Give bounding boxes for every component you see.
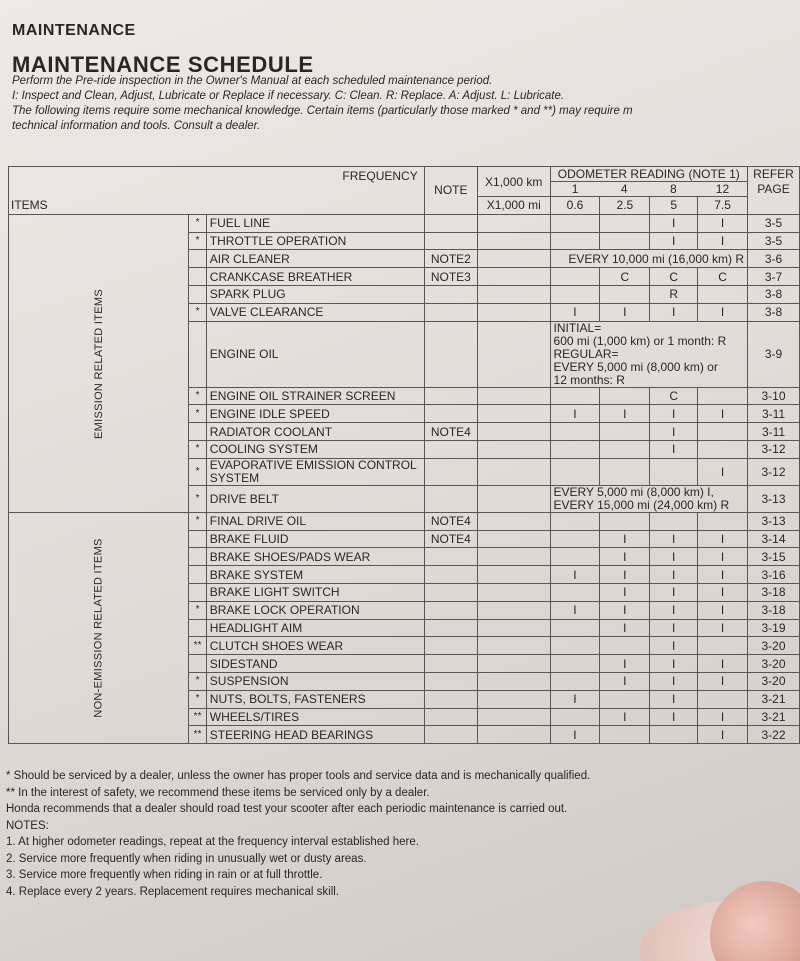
group-label-text: NON-EMISSION RELATED ITEMS <box>92 538 105 719</box>
schedule-cell <box>550 458 600 485</box>
schedule-cell <box>550 637 600 655</box>
item-note <box>424 405 477 423</box>
item-note <box>424 440 477 458</box>
item-name: ENGINE OIL STRAINER SCREEN <box>206 387 424 405</box>
schedule-cell <box>600 214 650 232</box>
interval-text-block <box>550 321 748 387</box>
schedule-cell <box>698 637 748 655</box>
schedule-cell <box>698 690 748 708</box>
schedule-cell: I <box>650 583 698 601</box>
page-header: PAGE <box>757 182 790 196</box>
schedule-cell <box>600 423 650 441</box>
unit-blank-cell <box>477 405 550 423</box>
mi-value: 7.5 <box>698 197 748 215</box>
km-value: 8 <box>669 182 677 196</box>
item-name: COOLING SYSTEM <box>206 440 424 458</box>
unit-blank-cell <box>477 214 550 232</box>
schedule-cell: I <box>698 303 748 321</box>
item-note <box>424 321 477 387</box>
schedule-cell <box>550 423 600 441</box>
page-title: MAINTENANCE SCHEDULE <box>12 52 314 77</box>
note-header: NOTE <box>424 167 477 215</box>
item-note <box>424 690 477 708</box>
service-mark: * <box>189 232 206 250</box>
service-mark <box>189 285 206 303</box>
schedule-cell <box>600 637 650 655</box>
service-mark: ** <box>189 708 206 726</box>
schedule-cell: I <box>650 405 698 423</box>
schedule-cell <box>550 530 600 548</box>
notes-title: NOTES: <box>6 819 49 832</box>
schedule-cell: I <box>650 708 698 726</box>
note-item: 4. Replace every 2 years. Replacement requires mechanical skill. <box>6 885 340 898</box>
footer-notes <box>6 768 796 900</box>
schedule-cell: I <box>698 655 748 673</box>
refer-page: 3-21 <box>748 708 800 726</box>
section-label: MAINTENANCE <box>12 22 136 39</box>
item-name: BRAKE SYSTEM <box>206 566 424 584</box>
schedule-cell: I <box>600 619 650 637</box>
refer-page: 3-9 <box>748 321 800 387</box>
schedule-cell: I <box>698 619 748 637</box>
refer-page: 3-5 <box>748 232 800 250</box>
odometer-header-cell <box>550 167 748 197</box>
schedule-cell <box>550 268 600 286</box>
refer-page: 3-16 <box>748 566 800 584</box>
item-note <box>424 214 477 232</box>
mi-value: 0.6 <box>550 197 600 215</box>
schedule-cell: I <box>698 232 748 250</box>
unit-blank-cell <box>477 601 550 619</box>
unit-blank-cell <box>477 548 550 566</box>
item-name: CLUTCH SHOES WEAR <box>206 637 424 655</box>
note-item: 1. At higher odometer readings, repeat at the frequency interval established here. <box>6 836 419 848</box>
schedule-cell: C <box>600 268 650 286</box>
intro-line: Perform the Pre-ride inspection in the Owner's Manual at each scheduled maintenance period. <box>12 75 493 87</box>
schedule-cell: I <box>600 405 650 423</box>
item-name: EVAPORATIVE EMISSION CONTROL SYSTEM <box>206 458 424 485</box>
service-mark <box>189 583 206 601</box>
footnote-double-star: ** In the interest of safety, we recommend these items be serviced only by a dealer. <box>6 786 430 799</box>
interval-line: INITIAL= <box>553 321 602 335</box>
item-note <box>424 601 477 619</box>
interval-line: 600 mi (1,000 km) or 1 month: R <box>553 333 727 348</box>
refer-page: 3-13 <box>748 485 800 512</box>
unit-blank-cell <box>477 512 550 530</box>
unit-blank-cell <box>477 387 550 405</box>
footnote-single-star: * Should be serviced by a dealer, unless the owner has proper tools and service data and is mechanically qualified. <box>6 770 591 782</box>
item-name: STEERING HEAD BEARINGS <box>206 726 424 744</box>
item-note <box>424 387 477 405</box>
schedule-cell <box>550 708 600 726</box>
schedule-cell: I <box>698 672 748 690</box>
header-row <box>9 167 800 197</box>
item-note <box>424 485 477 512</box>
schedule-cell: I <box>650 440 698 458</box>
service-mark: * <box>189 672 206 690</box>
schedule-cell: I <box>650 637 698 655</box>
service-mark: * <box>189 458 206 485</box>
unit-blank-cell <box>477 637 550 655</box>
interval-line: EVERY 5,000 mi (8,000 km) I, <box>553 485 714 499</box>
service-mark: * <box>189 690 206 708</box>
service-mark: * <box>189 214 206 232</box>
unit-blank-cell <box>477 440 550 458</box>
item-name: FUEL LINE <box>206 214 424 232</box>
schedule-cell: I <box>698 583 748 601</box>
schedule-cell: I <box>698 601 748 619</box>
service-mark <box>189 655 206 673</box>
service-mark: ** <box>189 726 206 744</box>
schedule-cell: I <box>550 601 600 619</box>
refer-page: 3-14 <box>748 530 800 548</box>
refer-page: 3-21 <box>748 690 800 708</box>
item-name: THROTTLE OPERATION <box>206 232 424 250</box>
unit-blank-cell <box>477 619 550 637</box>
unit-blank-cell <box>477 232 550 250</box>
schedule-cell <box>550 655 600 673</box>
mi-value: 2.5 <box>600 197 650 215</box>
item-note <box>424 566 477 584</box>
refer-page: 3-20 <box>748 637 800 655</box>
note-item: 2. Service more frequently when riding in unusually wet or dusty areas. <box>6 852 367 865</box>
odometer-header: ODOMETER READING (NOTE 1) <box>551 167 748 182</box>
interval-line: 12 months: R <box>553 372 625 387</box>
interval-text-block <box>550 485 748 512</box>
schedule-cell: C <box>698 268 748 286</box>
item-name: SIDESTAND <box>206 655 424 673</box>
schedule-cell: I <box>600 708 650 726</box>
schedule-cell: I <box>650 601 698 619</box>
refer-page: 3-22 <box>748 726 800 744</box>
refer-page: 3-20 <box>748 655 800 673</box>
km-value: 4 <box>620 182 628 196</box>
schedule-cell: I <box>698 726 748 744</box>
item-name: RADIATOR COOLANT <box>206 423 424 441</box>
unit-blank-cell <box>477 726 550 744</box>
refer-header: REFER <box>753 167 794 181</box>
service-mark: * <box>189 512 206 530</box>
schedule-cell <box>650 458 698 485</box>
item-note <box>424 672 477 690</box>
interval-line: EVERY 5,000 mi (8,000 km) or <box>553 359 718 374</box>
service-mark: * <box>189 440 206 458</box>
item-note <box>424 708 477 726</box>
service-mark <box>189 530 206 548</box>
schedule-cell: I <box>650 303 698 321</box>
schedule-cell <box>550 548 600 566</box>
schedule-cell: I <box>650 619 698 637</box>
group-label-text: EMISSION RELATED ITEMS <box>92 288 105 439</box>
unit-blank-cell <box>477 250 550 268</box>
item-note <box>424 285 477 303</box>
schedule-cell <box>600 512 650 530</box>
refer-page-header <box>748 167 800 215</box>
refer-page: 3-7 <box>748 268 800 286</box>
unit-blank-cell <box>477 708 550 726</box>
items-frequency-header <box>9 167 425 215</box>
service-mark <box>189 268 206 286</box>
item-note <box>424 726 477 744</box>
refer-page: 3-8 <box>748 285 800 303</box>
schedule-cell: I <box>650 423 698 441</box>
schedule-cell: C <box>650 268 698 286</box>
schedule-cell: C <box>650 387 698 405</box>
schedule-cell <box>698 387 748 405</box>
schedule-cell <box>600 440 650 458</box>
schedule-cell: I <box>650 530 698 548</box>
intro-line: The following items require some mechanical knowledge. Certain items (particularly those marked * and **) may require m <box>12 105 633 117</box>
service-mark <box>189 566 206 584</box>
item-name: BRAKE FLUID <box>206 530 424 548</box>
interval-line: EVERY 15,000 mi (24,000 km) R <box>553 497 730 512</box>
refer-page: 3-11 <box>748 405 800 423</box>
schedule-cell <box>550 583 600 601</box>
schedule-cell: I <box>698 530 748 548</box>
km-value: 1 <box>571 182 579 196</box>
unit-blank-cell <box>477 655 550 673</box>
unit-blank-cell <box>477 566 550 584</box>
schedule-cell <box>698 440 748 458</box>
note-item: 3. Service more frequently when riding in rain or at full throttle. <box>6 869 323 881</box>
refer-page: 3-11 <box>748 423 800 441</box>
odometer-unit-km: X1,000 km <box>477 167 550 197</box>
item-note <box>424 583 477 601</box>
km-value: 12 <box>715 182 730 196</box>
unit-blank-cell <box>477 423 550 441</box>
schedule-cell: I <box>600 601 650 619</box>
item-name: ENGINE IDLE SPEED <box>206 405 424 423</box>
item-name: WHEELS/TIRES <box>206 708 424 726</box>
item-note: NOTE3 <box>424 268 477 286</box>
service-mark: * <box>189 601 206 619</box>
item-note <box>424 637 477 655</box>
service-mark: * <box>189 387 206 405</box>
schedule-cell: I <box>698 458 748 485</box>
unit-blank-cell <box>477 672 550 690</box>
service-mark <box>189 423 206 441</box>
table-body <box>9 167 800 744</box>
refer-page: 3-13 <box>748 512 800 530</box>
schedule-cell: I <box>650 655 698 673</box>
refer-page: 3-5 <box>748 214 800 232</box>
schedule-cell <box>600 232 650 250</box>
schedule-cell <box>600 387 650 405</box>
item-name: ENGINE OIL <box>206 321 424 387</box>
item-note: NOTE4 <box>424 512 477 530</box>
schedule-cell <box>550 619 600 637</box>
schedule-cell: I <box>600 583 650 601</box>
item-name: VALVE CLEARANCE <box>206 303 424 321</box>
table-row <box>9 512 800 530</box>
service-mark: * <box>189 303 206 321</box>
schedule-cell: I <box>650 548 698 566</box>
schedule-cell: I <box>698 708 748 726</box>
schedule-cell <box>600 690 650 708</box>
refer-page: 3-19 <box>748 619 800 637</box>
refer-page: 3-20 <box>748 672 800 690</box>
item-note <box>424 548 477 566</box>
unit-blank-cell <box>477 268 550 286</box>
item-name: BRAKE LIGHT SWITCH <box>206 583 424 601</box>
item-note <box>424 619 477 637</box>
schedule-cell: I <box>600 672 650 690</box>
schedule-cell: I <box>550 405 600 423</box>
schedule-cell <box>550 512 600 530</box>
item-name: SUSPENSION <box>206 672 424 690</box>
schedule-cell <box>698 512 748 530</box>
item-name: DRIVE BELT <box>206 485 424 512</box>
group-label <box>9 512 189 743</box>
schedule-cell: I <box>600 530 650 548</box>
refer-page: 3-12 <box>748 458 800 485</box>
schedule-cell <box>550 214 600 232</box>
service-mark: * <box>189 405 206 423</box>
schedule-cell: R <box>650 285 698 303</box>
refer-page: 3-6 <box>748 250 800 268</box>
schedule-cell: I <box>600 303 650 321</box>
refer-page: 3-18 <box>748 583 800 601</box>
item-name: BRAKE SHOES/PADS WEAR <box>206 548 424 566</box>
schedule-cell: I <box>698 214 748 232</box>
item-note <box>424 458 477 485</box>
group-label <box>9 214 189 512</box>
item-note: NOTE4 <box>424 423 477 441</box>
item-note: NOTE4 <box>424 530 477 548</box>
schedule-cell <box>698 423 748 441</box>
items-header: ITEMS <box>11 197 48 212</box>
item-note <box>424 232 477 250</box>
road-test-note: Honda recommends that a dealer should road test your scooter after each periodic maintenance is carried out. <box>6 803 568 815</box>
item-name: HEADLIGHT AIM <box>206 619 424 637</box>
item-name: AIR CLEANER <box>206 250 424 268</box>
maintenance-schedule-table <box>8 166 800 744</box>
schedule-cell <box>650 512 698 530</box>
frequency-header: FREQUENCY <box>342 169 418 183</box>
intro-text <box>12 74 800 134</box>
schedule-cell <box>550 232 600 250</box>
schedule-cell <box>550 440 600 458</box>
unit-blank-cell <box>477 285 550 303</box>
item-name: BRAKE LOCK OPERATION <box>206 601 424 619</box>
item-name: NUTS, BOLTS, FASTENERS <box>206 690 424 708</box>
interval-text: EVERY 10,000 mi (16,000 km) R <box>550 250 748 268</box>
unit-blank-cell <box>477 485 550 512</box>
mi-value: 5 <box>650 197 698 215</box>
schedule-cell <box>600 726 650 744</box>
service-mark: ** <box>189 637 206 655</box>
item-name: SPARK PLUG <box>206 285 424 303</box>
schedule-cell: I <box>698 548 748 566</box>
schedule-cell: I <box>600 548 650 566</box>
unit-blank-cell <box>477 530 550 548</box>
schedule-cell <box>650 726 698 744</box>
item-name: FINAL DRIVE OIL <box>206 512 424 530</box>
odometer-unit-mi: X1,000 mi <box>477 197 550 215</box>
schedule-cell <box>600 285 650 303</box>
schedule-cell <box>550 672 600 690</box>
schedule-cell: I <box>650 672 698 690</box>
service-mark <box>189 548 206 566</box>
item-note: NOTE2 <box>424 250 477 268</box>
interval-line: REGULAR= <box>553 346 619 361</box>
schedule-cell: I <box>600 566 650 584</box>
unit-blank-cell <box>477 321 550 387</box>
item-note <box>424 655 477 673</box>
item-note <box>424 303 477 321</box>
schedule-cell <box>550 285 600 303</box>
schedule-cell <box>698 285 748 303</box>
schedule-cell: I <box>650 690 698 708</box>
schedule-cell: I <box>650 214 698 232</box>
schedule-cell: I <box>698 405 748 423</box>
table-row <box>9 214 800 232</box>
intro-line: technical information and tools. Consult a dealer. <box>12 120 261 132</box>
schedule-cell: I <box>550 566 600 584</box>
unit-blank-cell <box>477 690 550 708</box>
service-mark <box>189 321 206 387</box>
service-mark <box>189 619 206 637</box>
schedule-cell: I <box>698 566 748 584</box>
schedule-cell <box>550 387 600 405</box>
refer-page: 3-15 <box>748 548 800 566</box>
schedule-cell: I <box>550 303 600 321</box>
schedule-cell: I <box>650 232 698 250</box>
refer-page: 3-18 <box>748 601 800 619</box>
schedule-cell: I <box>650 566 698 584</box>
unit-blank-cell <box>477 583 550 601</box>
unit-blank-cell <box>477 303 550 321</box>
unit-blank-cell <box>477 458 550 485</box>
refer-page: 3-8 <box>748 303 800 321</box>
service-mark: * <box>189 485 206 512</box>
item-name: CRANKCASE BREATHER <box>206 268 424 286</box>
schedule-cell: I <box>600 655 650 673</box>
schedule-cell: I <box>550 690 600 708</box>
schedule-cell <box>600 458 650 485</box>
schedule-cell: I <box>550 726 600 744</box>
refer-page: 3-10 <box>748 387 800 405</box>
refer-page: 3-12 <box>748 440 800 458</box>
service-mark <box>189 250 206 268</box>
intro-line: I: Inspect and Clean, Adjust, Lubricate or Replace if necessary. C: Clean. R: Replace. A: Adjust. L: Lubricate. <box>12 90 565 102</box>
